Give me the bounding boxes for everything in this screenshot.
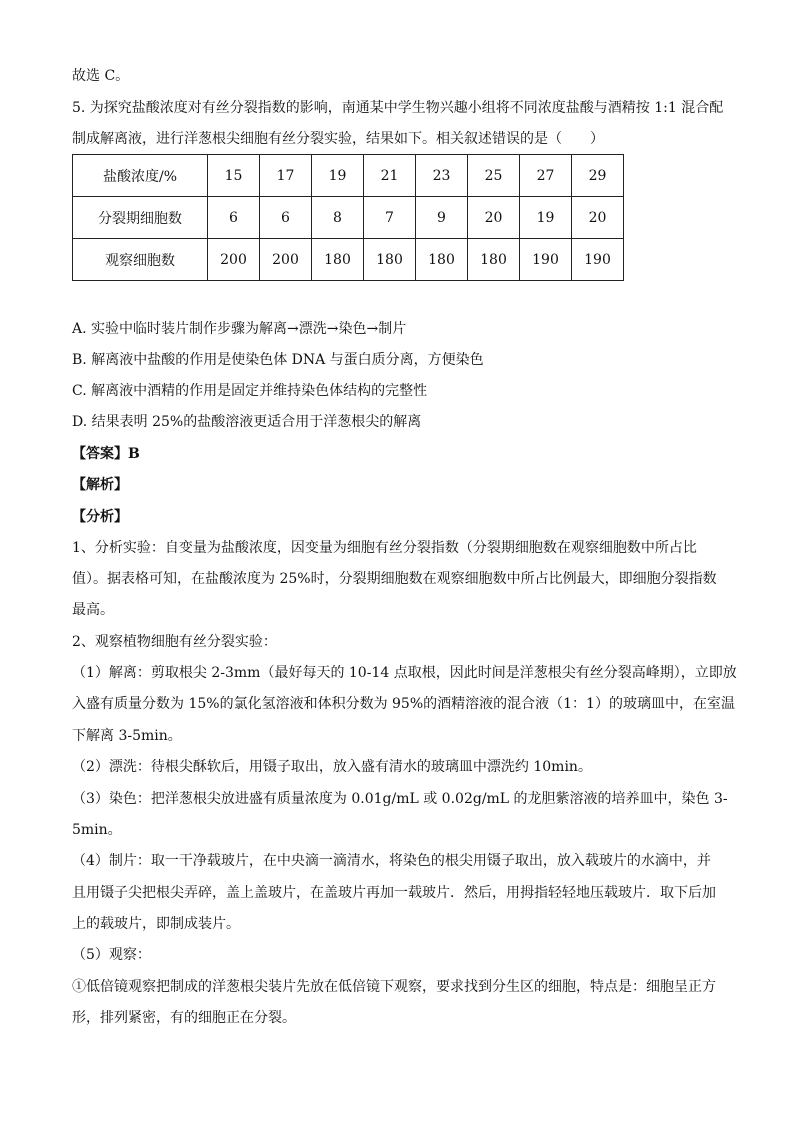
body-line: 上的载玻片，即制成装片。 xyxy=(72,916,240,932)
table-cell: 6 xyxy=(208,197,260,239)
table-cell: 180 xyxy=(312,239,364,281)
body-line: 值）。据表格可知，在盐酸浓度为 25%时，分裂期细胞数在观察细胞数中所占比例最大，即细胞分裂指数 xyxy=(72,571,717,587)
option-a: A. 实验中临时装片制作步骤为解离→漂洗→染色→制片 xyxy=(72,321,407,337)
table-cell: 180 xyxy=(468,239,520,281)
table-row xyxy=(73,155,624,197)
body-line: 且用镊子尖把根尖弄碎，盖上盖玻片，在盖玻片再加一载玻片．然后，用拇指轻轻地压载玻片．取下后加 xyxy=(72,885,716,901)
table-cell: 29 xyxy=(572,155,624,197)
body-line: 入盛有质量分数为 15%的氯化氢溶液和体积分数为 95%的酒精溶液的混合液（1：1）的玻璃皿中，在室温 xyxy=(72,696,735,712)
option-d: D. 结果表明 25%的盐酸溶液更适合用于洋葱根尖的解离 xyxy=(72,414,422,430)
option-b: B. 解离液中盐酸的作用是使染色体 DNA 与蛋白质分离，方便染色 xyxy=(72,352,484,368)
body-line: 下解离 3-5min。 xyxy=(72,728,182,744)
table-cell: 6 xyxy=(260,197,312,239)
analysis-heading: 【解析】 xyxy=(72,477,128,493)
table-cell: 20 xyxy=(572,197,624,239)
question-line-2: 制成解离液，进行洋葱根尖细胞有丝分裂实验，结果如下。相关叙述错误的是（ ） xyxy=(72,131,604,147)
body-line: （1）解离：剪取根尖 2-3mm（最好每天的 10-14 点取根，因此时间是洋葱根尖有丝分裂高峰期），立即放 xyxy=(72,665,737,681)
body-line: （5）观察： xyxy=(72,947,151,963)
body-line: 2、观察植物细胞有丝分裂实验： xyxy=(72,634,277,650)
previous-answer-line: 故选 C。 xyxy=(72,68,130,84)
table-cell: 15 xyxy=(208,155,260,197)
table-cell: 8 xyxy=(312,197,364,239)
option-c: C. 解离液中酒精的作用是固定并维持染色体结构的完整性 xyxy=(72,383,428,399)
row-header: 分裂期细胞数 xyxy=(73,197,208,239)
question-line-1: 5. 为探究盐酸浓度对有丝分裂指数的影响，南通某中学生物兴趣小组将不同浓度盐酸与酒精按 1:1 混合配 xyxy=(72,100,724,116)
table-cell: 180 xyxy=(416,239,468,281)
table-cell: 25 xyxy=(468,155,520,197)
body-line: （3）染色：把洋葱根尖放进盛有质量浓度为 0.01g/mL 或 0.02g/mL 的龙胆紫溶液的培养皿中，染色 3- xyxy=(72,791,728,807)
row-header: 观察细胞数 xyxy=(73,239,208,281)
table-cell: 20 xyxy=(468,197,520,239)
table-cell: 7 xyxy=(364,197,416,239)
body-line: 5min。 xyxy=(72,822,122,838)
table-cell: 200 xyxy=(260,239,312,281)
body-line: 形，排列紧密，有的细胞正在分裂。 xyxy=(72,1010,296,1026)
table-row xyxy=(73,197,624,239)
body-line: （2）漂洗：待根尖酥软后，用镊子取出，放入盛有清水的玻璃皿中漂洗约 10min。 xyxy=(72,759,592,775)
body-line: 1、分析实验：自变量为盐酸浓度，因变量为细胞有丝分裂指数（分裂期细胞数在观察细胞数中所占比 xyxy=(72,540,697,556)
answer-line: 【答案】B xyxy=(72,446,140,462)
table-cell: 200 xyxy=(208,239,260,281)
table-cell: 190 xyxy=(572,239,624,281)
data-table xyxy=(72,154,624,281)
analysis-subheading: 【分析】 xyxy=(72,509,128,525)
table-row xyxy=(73,239,624,281)
table-cell: 17 xyxy=(260,155,312,197)
table-cell: 19 xyxy=(520,197,572,239)
table-cell: 9 xyxy=(416,197,468,239)
body-line: （4）制片：取一干净载玻片，在中央滴一滴清水，将染色的根尖用镊子取出，放入载玻片的水滴中，并 xyxy=(72,853,711,869)
row-header: 盐酸浓度/% xyxy=(73,155,208,197)
table-cell: 23 xyxy=(416,155,468,197)
table-cell: 21 xyxy=(364,155,416,197)
table-cell: 27 xyxy=(520,155,572,197)
body-line: ①低倍镜观察把制成的洋葱根尖装片先放在低倍镜下观察，要求找到分生区的细胞，特点是：细胞呈正方 xyxy=(72,979,716,995)
body-line: 最高。 xyxy=(72,602,114,618)
table-cell: 190 xyxy=(520,239,572,281)
table-cell: 180 xyxy=(364,239,416,281)
table-cell: 19 xyxy=(312,155,364,197)
